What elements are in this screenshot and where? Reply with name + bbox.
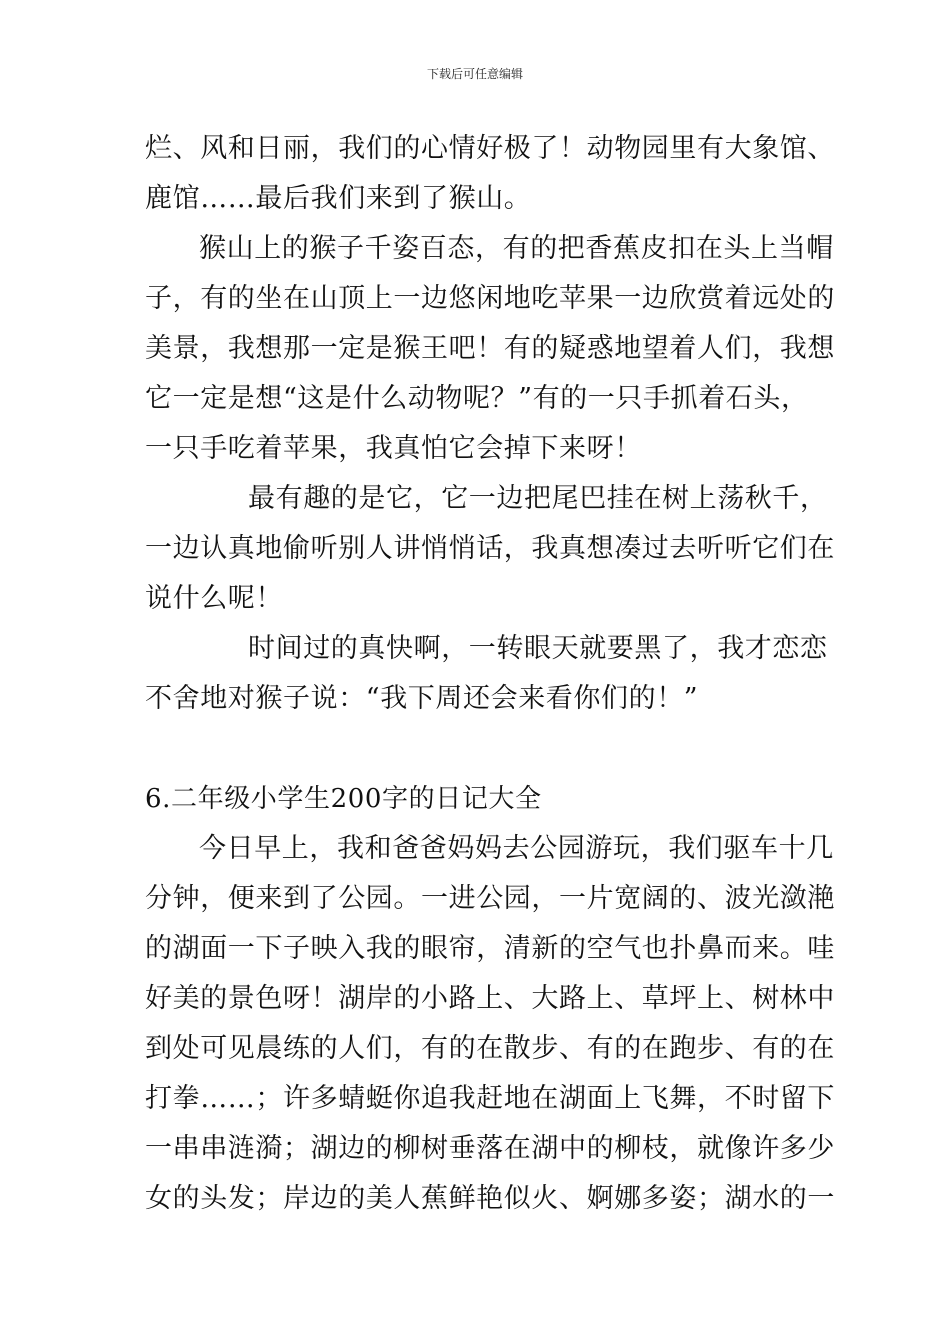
text-line: 时间过的真快啊，一转眼天就要黑了，我才恋恋 <box>248 633 828 664</box>
text-line: 最有趣的是它，它一边把尾巴挂在树上荡秋千， <box>248 483 828 514</box>
text-line: 烂、风和日丽，我们的心情好极了！动物园里有大象馆、 <box>145 133 835 164</box>
section-heading: 6.二年级小学生200字的日记大全 <box>145 784 542 814</box>
text-line: 说什么呢！ <box>145 583 283 614</box>
text-line: 子，有的坐在山顶上一边悠闲地吃苹果一边欣赏着远处的 <box>145 283 835 314</box>
page-header: 下载后可任意编辑 <box>426 67 523 81</box>
text-line: 分钟，便来到了公园。一进公园，一片宽阔的、波光潋滟 <box>145 883 835 914</box>
document-body <box>145 124 835 1224</box>
text-line: 好美的景色呀！湖岸的小路上、大路上、草坪上、树林中 <box>145 983 835 1014</box>
text-line: 女的头发；岸边的美人蕉鲜艳似火、婀娜多姿；湖水的一 <box>145 1183 835 1214</box>
text-line: 猴山上的猴子千姿百态，有的把香蕉皮扣在头上当帽 <box>199 233 834 264</box>
text-line: 一只手吃着苹果，我真怕它会掉下来呀！ <box>145 433 642 464</box>
text-line: 到处可见晨练的人们，有的在散步、有的在跑步、有的在 <box>145 1033 835 1064</box>
text-line: 的湖面一下子映入我的眼帘，清新的空气也扑鼻而来。哇 <box>145 933 835 964</box>
text-line: 不舍地对猴子说：“我下周还会来看你们的！” <box>145 683 699 714</box>
text-line: 一边认真地偷听别人讲悄悄话，我真想凑过去听听它们在 <box>145 533 835 564</box>
text-line: 今日早上，我和爸爸妈妈去公园游玩，我们驱车十几 <box>199 833 834 864</box>
paragraph-gap <box>145 724 815 774</box>
text-line: 它一定是想“这是什么动物呢？”有的一只手抓着石头， <box>145 383 809 414</box>
text-line: 一串串涟漪；湖边的柳树垂落在湖中的柳枝，就像许多少 <box>145 1133 835 1164</box>
text-line: 打拳……；许多蜻蜓你追我赶地在湖面上飞舞，不时留下 <box>145 1083 835 1114</box>
text-line: 美景，我想那一定是猴王吧！有的疑惑地望着人们，我想 <box>145 333 835 364</box>
text-line: 鹿馆……最后我们来到了猴山。 <box>145 183 532 214</box>
